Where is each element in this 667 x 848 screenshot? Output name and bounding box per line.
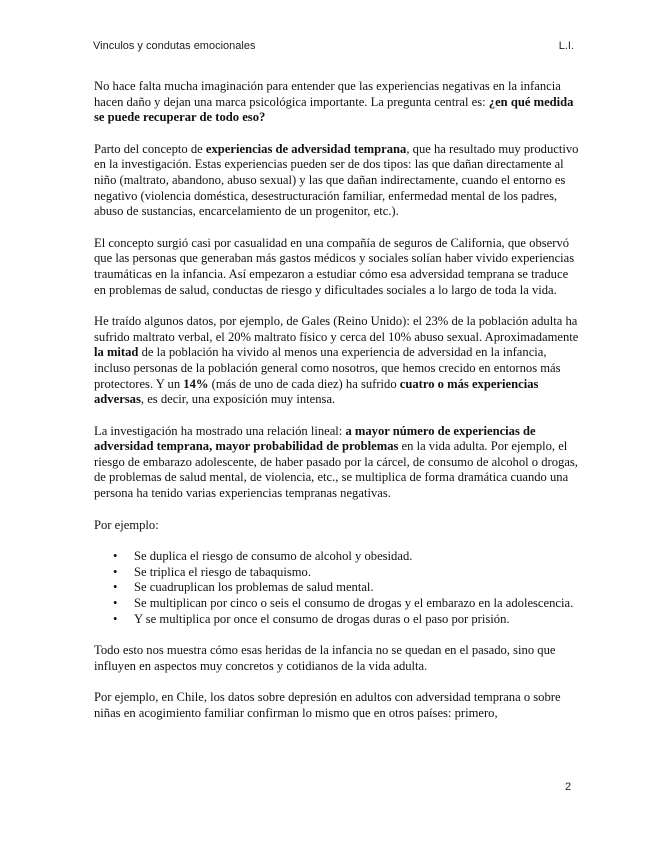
- bold-text: experiencias de adversidad temprana: [205, 141, 407, 156]
- page-number: 2: [565, 781, 572, 793]
- paragraph-origin: [94, 236, 579, 298]
- bold-text: a mayor número de experiencias de adversidad temprana, mayor probabilidad de problemas: [94, 423, 536, 454]
- paragraph-conclusion: [94, 643, 579, 674]
- list-item: • Se duplica el riesgo de consumo de alcohol y obesidad.: [134, 549, 579, 565]
- document-body: [94, 79, 579, 738]
- text: El concepto surgió casi por casualidad en una compañía de seguros de California, que observó que las personas que generaban más gastos médicos y sociales solían haber vivido experiencias traumáticas en la infancia. Así empezaron a estudiar cómo esa adversidad temprana se traduce en problemas de salud, conductas de riesgo y dificultades sociales a lo largo de toda la vida.: [94, 235, 575, 297]
- bold-text: la mitad: [94, 345, 139, 360]
- text: en la vida adulta. Por ejemplo, el riesgo de embarazo adolescente, de haber pasado por la cárcel, de consumo de alcohol o drogas, de problemas de salud mental, de violencia, etc., se multiplica de forma dramática cuando una persona ha tenido varias experiencias tempranas negativas.: [94, 439, 578, 501]
- text: He traído algunos datos, por ejemplo, de Gales (Reino Unido): el 23% de la población adulta ha sufrido maltrato verbal, el 20% maltrato físico y cerca del 10% abuso sexual. Aproximadamente: [94, 314, 579, 344]
- paragraph-intro: [94, 79, 579, 126]
- header-initials: L.I.: [558, 40, 574, 52]
- paragraph-research: [94, 424, 579, 502]
- text: Parto del concepto de: [94, 141, 206, 156]
- paragraph-data: [94, 314, 579, 408]
- paragraph-example-intro: [94, 518, 579, 534]
- text: , que ha resultado muy productivo en la investigación. Estas experiencias pueden ser de dos tipos: las que dañan directamente al niño (maltrato, abandono, abuso sexual) y las que dañan indirectamente, cuando el entorno es negativo (violencia doméstica, desestructuración familiar, enfermedad mental de los padres, abuso de sustancias, encarcelamiento de un progenitor, etc.).: [94, 141, 579, 219]
- bold-text: cuatro o más experiencias adversas: [94, 376, 539, 407]
- bold-text: 14%: [183, 376, 209, 391]
- header-title: Vinculos y condutas emocionales: [93, 40, 256, 52]
- text: No hace falta mucha imaginación para entender que las experiencias negativas en la infancia hacen daño y dejan una marca psicológica importante. La pregunta central es:: [94, 79, 561, 109]
- text: (más de uno de cada diez) ha sufrido: [208, 376, 400, 391]
- list-item: • Se triplica el riesgo de tabaquismo.: [134, 565, 579, 581]
- list-item: • Se cuadruplican los problemas de salud mental.: [134, 580, 579, 596]
- text: , es decir, una exposición muy intensa.: [140, 392, 336, 407]
- text: La investigación ha mostrado una relación lineal:: [94, 423, 346, 438]
- list-item: • Y se multiplica por once el consumo de drogas duras o el paso por prisión.: [134, 612, 579, 628]
- list-item: • Se multiplican por cinco o seis el consumo de drogas y el embarazo en la adolescencia.: [134, 596, 579, 612]
- text: Todo esto nos muestra cómo esas heridas de la infancia no se quedan en el pasado, sino que influyen en aspectos muy concretos y cotidianos de la vida adulta.: [94, 643, 556, 673]
- text: de la población ha vivido al menos una experiencia de adversidad en la infancia, incluso personas de la población general como nosotros, que hemos crecido en entornos más protectores. Y un: [94, 345, 561, 391]
- text: Por ejemplo, en Chile, los datos sobre depresión en adultos con adversidad temprana o sobre niñas en acogimiento familiar confirman lo mismo que en otros países: primero,: [94, 690, 561, 720]
- bold-text: ¿en qué medida se puede recuperar de todo eso?: [94, 94, 574, 125]
- bullet-list: [94, 549, 579, 627]
- page-header: [93, 40, 574, 52]
- text: Por ejemplo:: [94, 517, 159, 532]
- paragraph-chile: [94, 690, 579, 721]
- paragraph-concept: [94, 142, 579, 220]
